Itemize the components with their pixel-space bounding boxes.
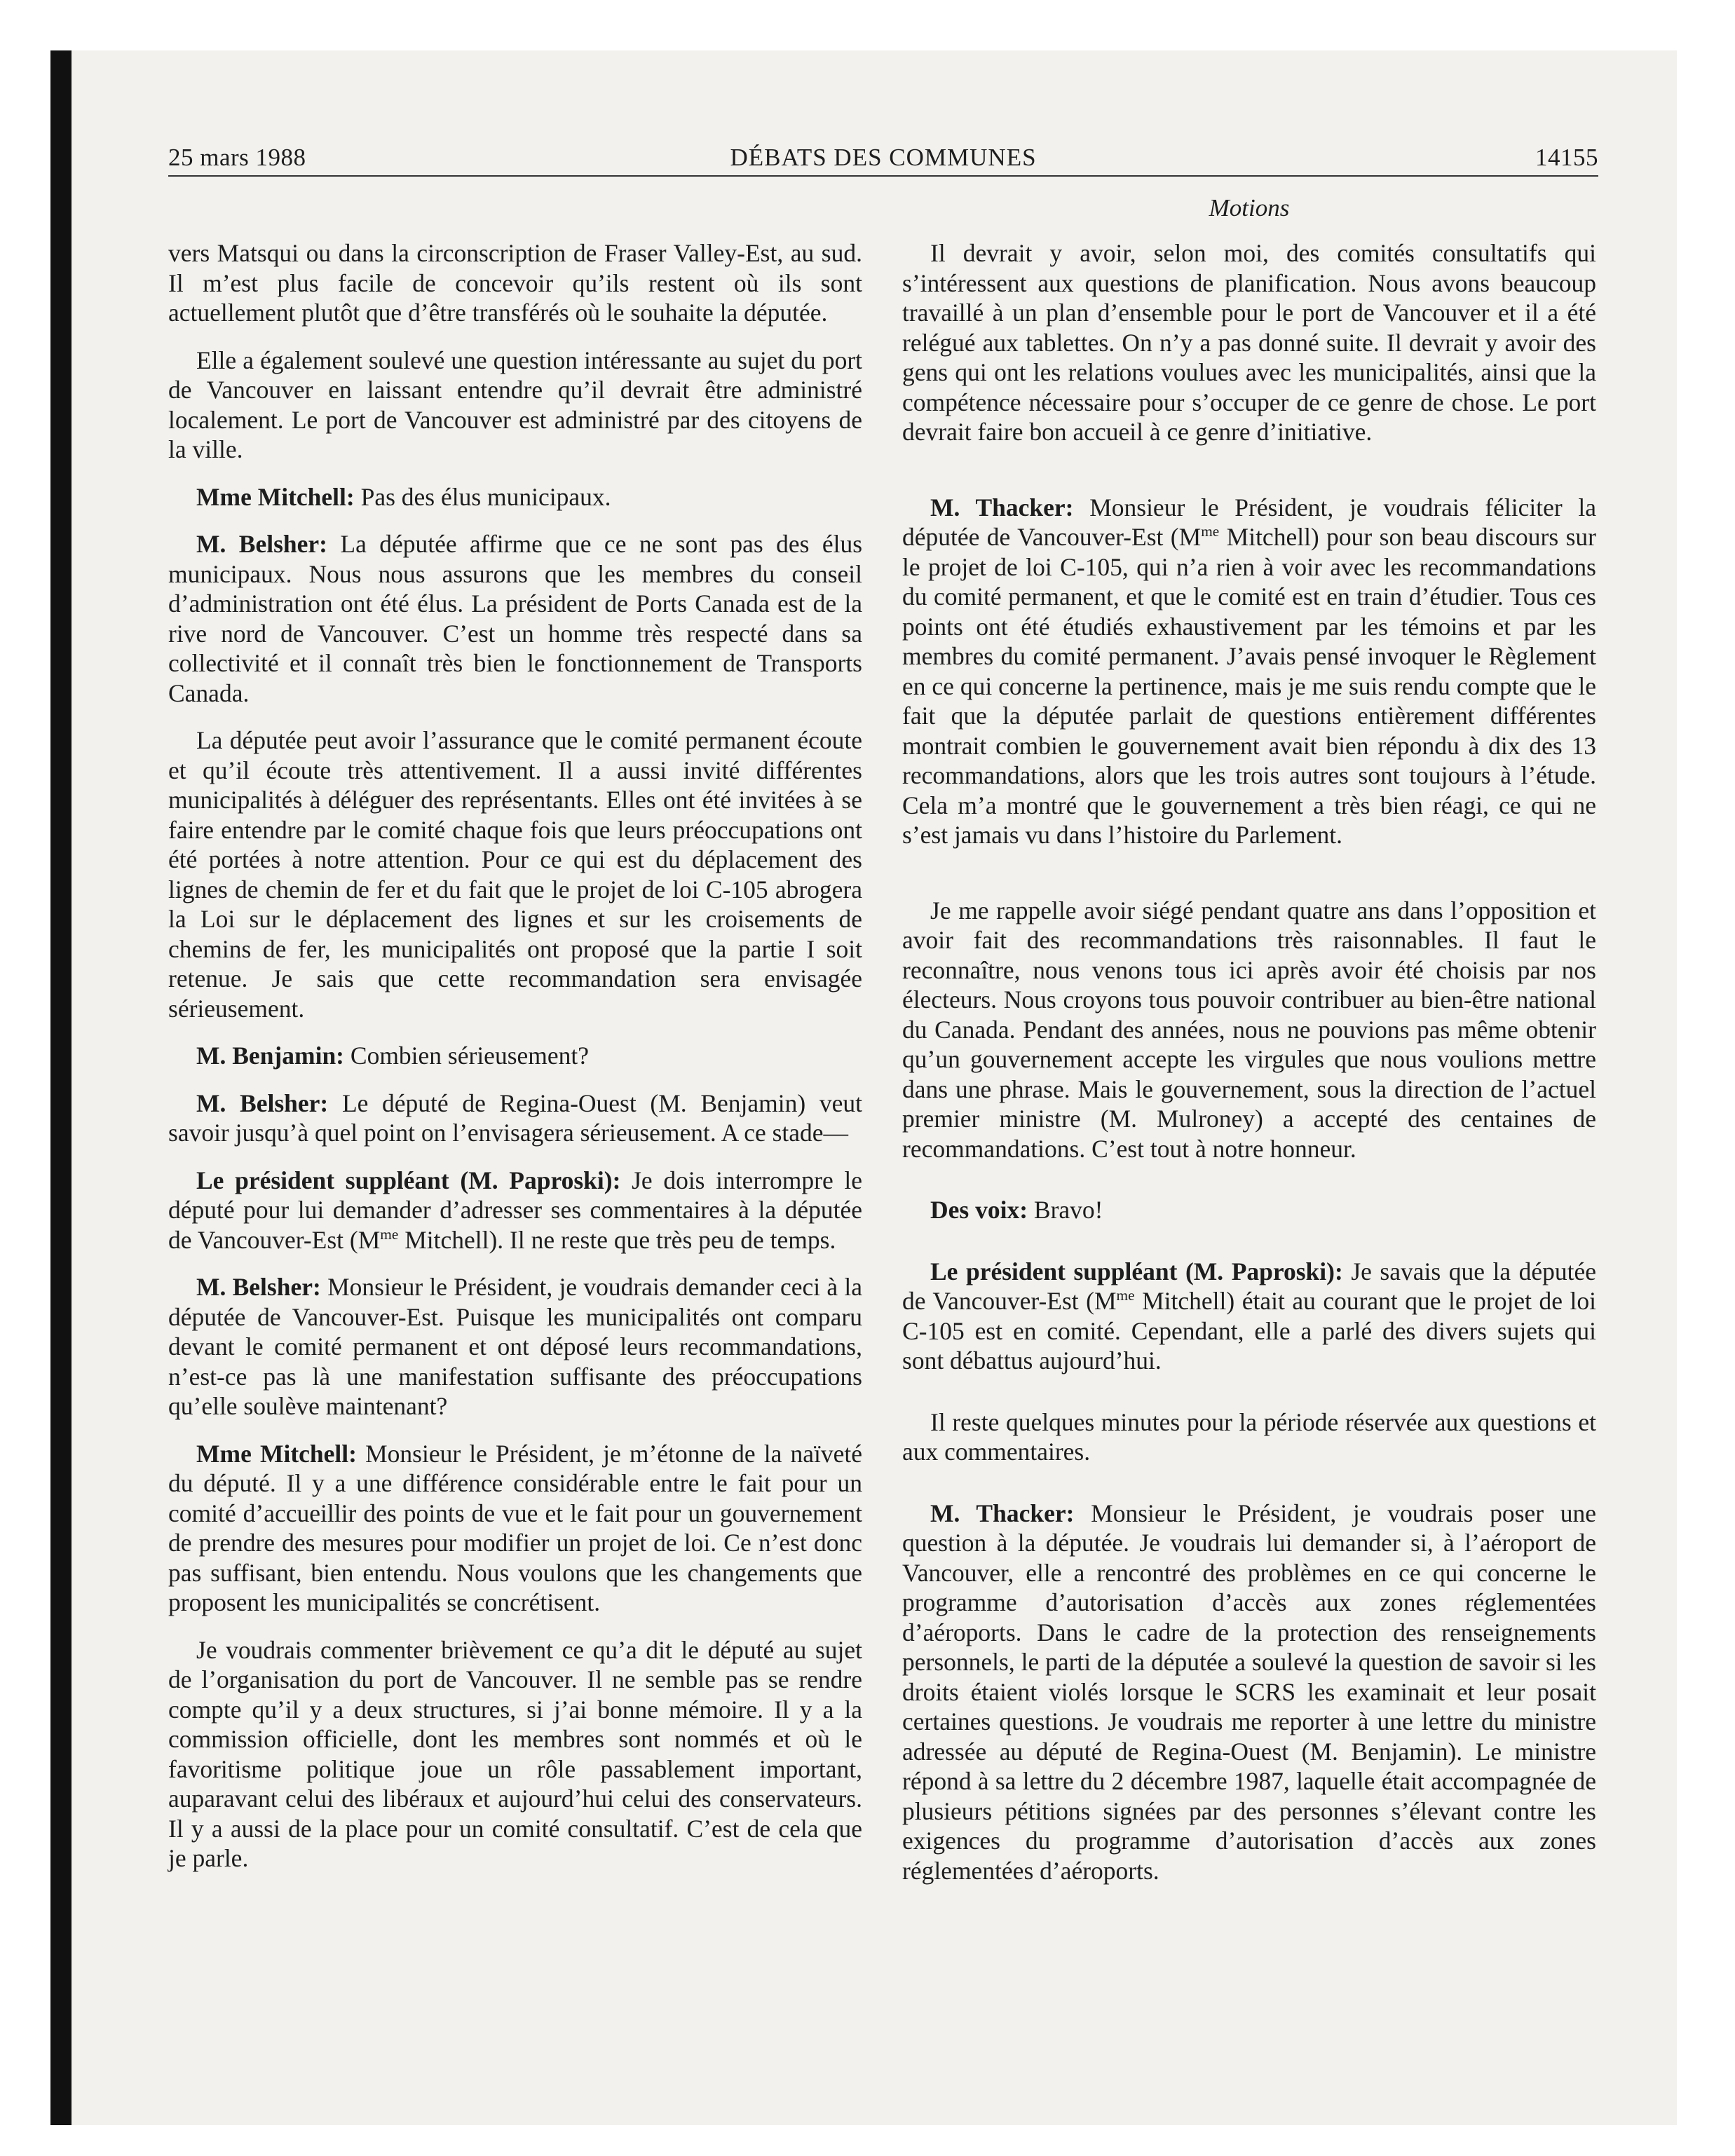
paragraph-text: Il devrait y avoir, selon moi, des comités consultatifs qui s’intéressent aux questions de planification. Nous avons beaucoup travaillé à un plan d’ensemble pour le port de Vancouver et il a été relégué aux tablettes. On n’y a pas donné suite. Il devrait y avoir des gens qui ont les relations voulues avec les municipalités, ainsi que la compétence nécessaire pour s’occuper de ce genre de chose. Le port devrait faire bon accueil à ce genre d’initiative. [902, 239, 1596, 446]
paragraph [902, 1499, 1596, 1886]
paragraph [168, 1166, 862, 1255]
paragraph [168, 238, 862, 328]
paragraph-text: Je me rappelle avoir siégé pendant quatre ans dans l’opposition et avoir fait des recommandations très raisonnables. Il faut le reconnaître, nous venons tous ici après avoir été choisis par nos électeurs. Nous croyons tous pouvoir contribuer au bien-être national du Canada. Pendant des années, nous ne pouvions pas même obtenir qu’un gouvernement accepte les virgules que nous voulions mettre dans une phrase. Mais le gouvernement, sous la direction de l’actuel premier ministre (M. Mulroney) a accepté des centaines de recommandations. C’est tout à notre honneur. [902, 896, 1596, 1163]
paragraph [168, 1089, 862, 1148]
paragraph-text: Je savais que la députée de Vancouver-Est (M [902, 1257, 1597, 1315]
paragraph-text: Mitchell) était au courant que le projet de loi C-105 est en comité. Cependant, elle a parlé des divers sujets qui sont débattus aujourd’hui. [902, 1287, 1596, 1374]
speaker-name: Mme Mitchell: [196, 482, 355, 511]
left-column [168, 238, 862, 1891]
header-title: DÉBATS DES COMMUNES [730, 144, 1037, 171]
paragraph [902, 493, 1596, 850]
header-date: 25 mars 1988 [168, 144, 306, 171]
speaker-name: M. Thacker: [930, 1499, 1075, 1527]
paragraph [168, 1439, 862, 1618]
paragraph-text: Monsieur le Président, je voudrais féliciter la députée de Vancouver-Est (M [902, 493, 1597, 551]
superscript: me [1201, 523, 1220, 540]
paragraph-text: Elle a également soulevé une question intéressante au sujet du port de Vancouver en laissant entendre qu’il devrait être administré localement. Le port de Vancouver est administré par des citoyens de la ville. [168, 346, 862, 463]
paragraph-text: Mitchell). Il ne reste que très peu de temps. [398, 1225, 836, 1254]
speaker-name: Mme Mitchell: [196, 1439, 357, 1468]
binding-edge [50, 50, 72, 2125]
paragraph-text: Combien sérieusement? [350, 1042, 590, 1070]
paragraph-text: Monsieur le Président, je voudrais poser une question à la députée. Je voudrais lui demander si, à l’aéroport de Vancouver, elle a rencontré des problèmes en ce qui concerne le programme d’autorisation d’accès aux zones réglementées d’aéroports. Dans le cadre de la protection des renseignements personnels, le parti de la députée a soulevé la question de savoir si les droits étaient violés lorsque le SCRS les examinait et leur posait certaines questions. Je voudrais me reporter à une lettre du ministre adressée au député de Regina-Ouest (M. Benjamin). Le ministre répond à sa lettre du 2 décembre 1987, laquelle était accompagnée de plusieurs pétitions signées par des personnes s’élevant contre les exigences du programme d’autorisation d’accès aux zones réglementées d’aéroports. [902, 1499, 1597, 1885]
paragraph-text: Bravo! [1033, 1196, 1103, 1224]
superscript: me [1116, 1287, 1135, 1304]
paragraph-text: Le député de Regina-Ouest (M. Benjamin) veut savoir jusqu’à quel point on l’envisagera sérieusement. A ce stade— [168, 1089, 862, 1147]
running-head [168, 144, 1598, 179]
paragraph-text: vers Matsqui ou dans la circonscription de Fraser Valley-Est, au sud. Il m’est plus facile de concevoir qu’ils restent où ils sont actuellement plutôt que d’être transférés où le souhaite la députée. [168, 239, 862, 327]
paragraph-text: Monsieur le Président, je m’étonne de la naïveté du député. Il y a une différence considérable entre le fait pour un comité d’accueillir des points de vue et le fait pour un gouvernement de prendre des mesures pour modifier un projet de loi. Ce n’est donc pas suffisant, bien entendu. Nous voulons que les changements que proposent les municipalités se concrétisent. [168, 1439, 862, 1616]
paragraph [168, 482, 862, 512]
paragraph-text: La députée affirme que ce ne sont pas des élus municipaux. Nous nous assurons que les membres du conseil d’administration ont été élus. La président de Ports Canada est de la rive nord de Vancouver. C’est un homme très respecté dans sa collectivité et il connaît très bien le fonctionnement de Transports Canada. [168, 530, 863, 707]
paragraph [168, 1272, 862, 1421]
speaker-name: Le président suppléant (M. Paproski): [930, 1257, 1343, 1285]
speaker-name: M. Benjamin: [196, 1042, 345, 1070]
paragraph [902, 238, 1596, 447]
speaker-name: M. Belsher: [196, 1089, 329, 1117]
paragraph [902, 1195, 1596, 1225]
header-rule [168, 175, 1598, 177]
speaker-name: Le président suppléant (M. Paproski): [196, 1166, 621, 1194]
speaker-name: M. Belsher: [196, 530, 327, 558]
paragraph-text: Il reste quelques minutes pour la période réservée aux questions et aux commentaires. [902, 1407, 1596, 1466]
paragraph-text: La députée peut avoir l’assurance que le comité permanent écoute et qu’il écoute très attentivement. Il a aussi invité différentes municipalités à déléguer des représentants. Elles ont été invitées à se faire entendre par le comité chaque fois que leurs préoccupations ont été portées à notre attention. Pour ce qui est du déplacement des lignes de chemin de fer et du fait que le projet de loi C-105 abrogera la Loi sur le déplacement des lignes et sur les croisements de chemins de fer, les municipalités ont proposé que la partie I soit retenue. Je sais que cette recommandation sera envisagée sérieusement. [168, 726, 862, 1023]
right-column [902, 238, 1596, 1903]
superscript: me [380, 1225, 399, 1243]
paragraph [168, 529, 862, 708]
paragraph [168, 346, 862, 465]
page-number: 14155 [1535, 144, 1598, 171]
paragraph-text: Je dois interrompre le député pour lui demander d’adresser ses commentaires à la députée de Vancouver-Est (M [168, 1166, 863, 1254]
speaker-name: Des voix: [930, 1196, 1028, 1224]
section-label: Motions [1209, 194, 1290, 221]
paragraph [902, 896, 1596, 1164]
paragraph-text: Monsieur le Président, je voudrais demander ceci à la députée de Vancouver-Est. Puisque les municipalités ont comparu devant le comité permanent et ont déposé leurs recommandations, n’est-ce pas là une manifestation suffisante des préoccupations qu’elle soulève maintenant? [168, 1273, 863, 1420]
paragraph [168, 1041, 862, 1071]
speaker-name: M. Thacker: [930, 493, 1074, 521]
paragraph [168, 1635, 862, 1874]
paragraph-text: Je voudrais commenter brièvement ce qu’a dit le député au sujet de l’organisation du port de Vancouver. Il ne semble pas se rendre compte qu’il y a deux structures, si j’ai bonne mémoire. Il y a la commission officielle, dont les membres sont nommés et où le favoritisme politique joue un rôle passablement important, auparavant celui des libéraux et aujourd’hui celui des conservateurs. Il y a aussi de la place pour un comité consultatif. C’est de cela que je parle. [168, 1635, 862, 1872]
paragraph [902, 1407, 1596, 1467]
speaker-name: M. Belsher: [196, 1273, 321, 1301]
paragraph [902, 1257, 1596, 1376]
paragraph-text: Mitchell) pour son beau discours sur le projet de loi C-105, qui n’a rien à voir avec les recommandations du comité permanent, et que le comité est en train d’étudier. Tous ces points ont été étudiés exhaustivement par les témoins et par les membres du comité permanent. J’avais pensé invoquer le Règlement en ce qui concerne la pertinence, mais je me suis rendu compte que le fait que la députée parlait de questions entièrement différentes montrait combien le gouvernement avait bien répondu à dix des 13 recommandations, alors que les trois autres sont toujours à l’étude. Cela m’a montré que le gouvernement a très bien réagi, ce qui ne s’est jamais vu dans l’histoire du Parlement. [902, 523, 1596, 849]
paragraph [168, 725, 862, 1023]
paragraph-text: Pas des élus municipaux. [360, 482, 611, 511]
